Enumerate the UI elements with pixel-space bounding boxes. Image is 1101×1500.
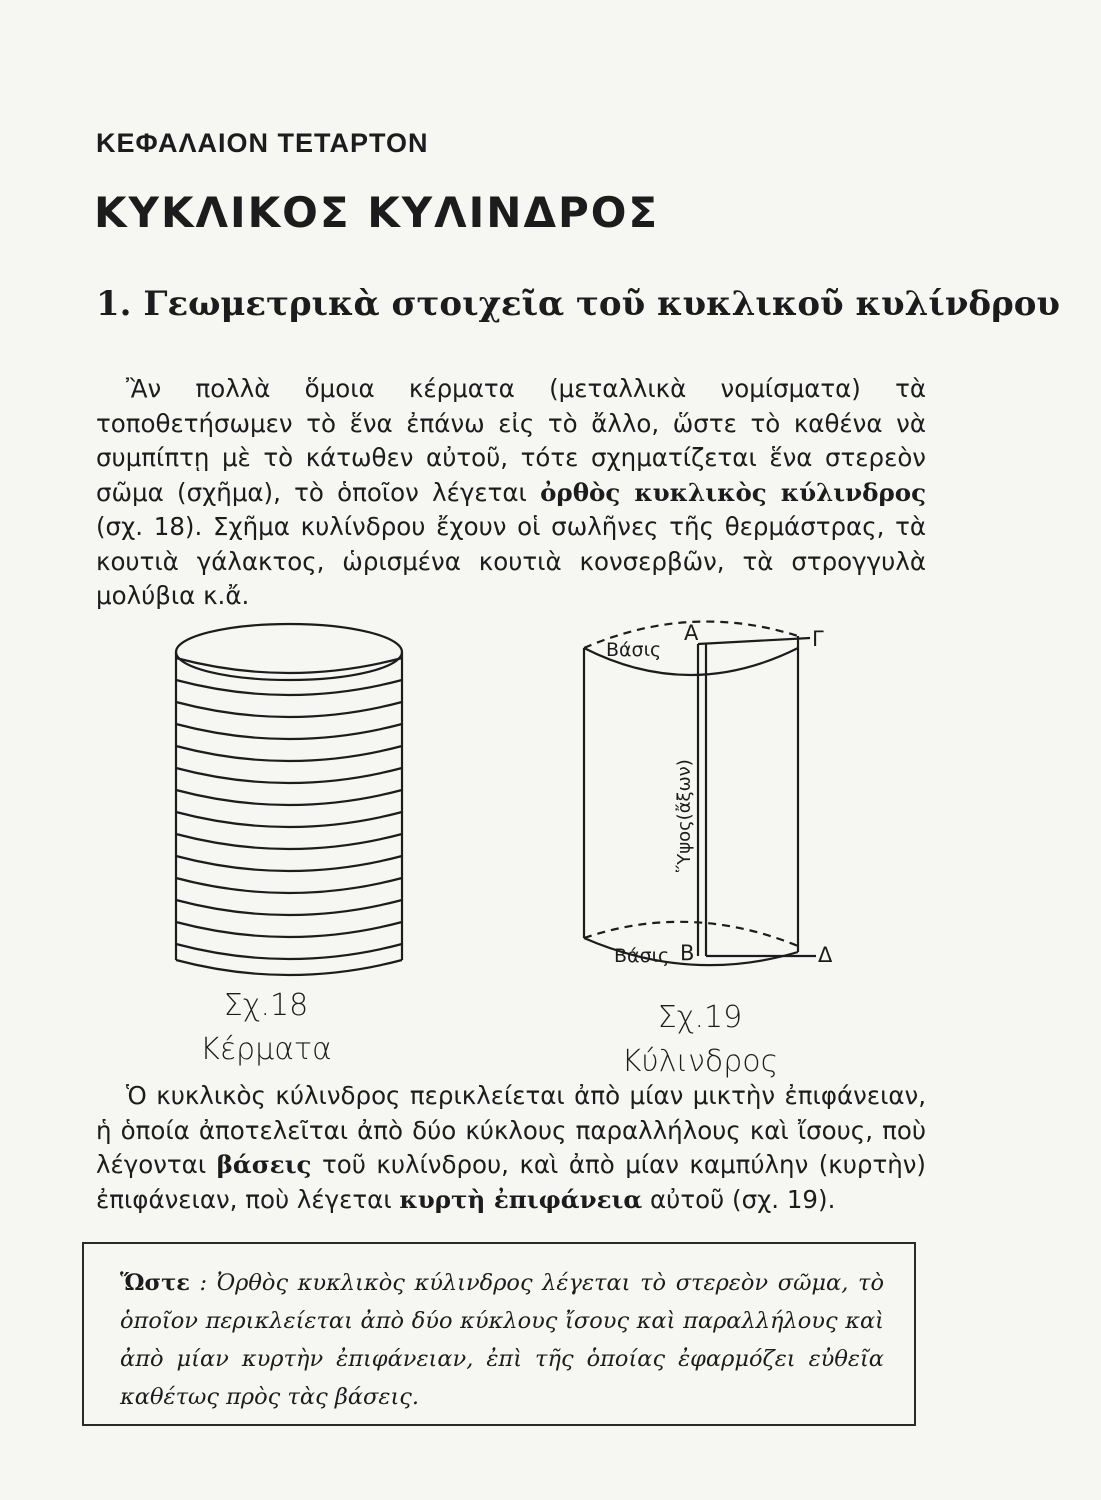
definition-lead: Ὥστε (120, 1270, 190, 1296)
coin-edge (176, 724, 402, 739)
paragraph-coins (96, 372, 926, 614)
coin-edge (176, 746, 402, 761)
coin-edge (176, 878, 402, 893)
coin-edge (176, 856, 402, 871)
coin-edge (176, 944, 402, 959)
paragraph-text: αὐτοῦ (σχ. 19). (642, 1184, 836, 1214)
bold-term-bases: βάσεις (216, 1150, 312, 1179)
label-height-axis: Ὕψος(ἄξων) (674, 759, 695, 872)
coin-edge (176, 702, 402, 717)
figure-19-number: Σχ.19 (657, 1000, 743, 1035)
paragraph-text: τοῦ κυλίνδρου, καὶ ἀπὸ μίαν καμπύλην (κυρτὴν) ἐπιφάνειαν, ποὺ λέγεται (96, 1150, 926, 1214)
label-point-b: Β (680, 941, 695, 965)
chapter-title: ΚΥΚΛΙΚΟΣ ΚΥΛΙΝΔΡΟΣ (94, 188, 660, 237)
definition-text: : Ὀρθὸς κυκλικὸς κύλινδρος λέγεται τὸ στερεὸν σῶμα, τὸ ὁποῖον περικλείεται ἀπὸ δύο κύκλους ἴσους καὶ παραλλήλους καὶ ἀπὸ μίαν κυρτὴν ἐπιφάνειαν, ἐπὶ τῆς ὁποίας ἐφαρμόζει εὐθεῖα καθέτως πρὸς τὰς βάσεις. (120, 1270, 884, 1410)
coin-edge (176, 834, 402, 849)
coin-bottom-edge (176, 960, 402, 975)
label-point-a: Α (684, 621, 699, 645)
bold-term-curved-surface: κυρτὴ ἐπιφάνεια (399, 1184, 643, 1214)
bold-term-cylinder: ὀρθὸς κυκλικὸς κύλινδρος (540, 477, 926, 507)
coin-edge (176, 922, 402, 937)
paragraph-text: Ὁ κυκλικὸς κύλινδρος περικλείεται ἀπὸ μίαν μικτὴν ἐπιφάνειαν, ἡ ὁποία ἀποτελεῖται ἀπὸ δύο κύκλους παραλλήλους καὶ ἴσους, ποὺ λέγονται (96, 1081, 926, 1179)
figure-18-coins-stack (170, 612, 410, 992)
coin-top-face (176, 624, 402, 680)
coin-edge (176, 790, 402, 805)
coin-edge (176, 680, 402, 695)
figure-18-caption (176, 984, 356, 1072)
figure-19-caption (600, 996, 800, 1084)
figure-18-number: Σχ.18 (223, 988, 309, 1023)
section-heading: 1. Γεωμετρικὰ στοιχεῖα τοῦ κυκλικοῦ κυλίνδρου (96, 284, 1060, 324)
figure-19-label: Κύλινδρος (621, 1044, 779, 1079)
chapter-heading: ΚΕΦΑΛΑΙΟΝ ΤΕΤΑΡΤΟΝ (96, 128, 429, 158)
label-base-bottom: Βάσις (614, 945, 670, 967)
paragraph-text: (σχ. 18). Σχῆμα κυλίνδρου ἔχουν οἱ σωλῆνες τῆς θερμάστρας, τὰ κουτιὰ γάλακτος, ὡρισμένα κουτιὰ κονσερβῶν, τὰ στρογγυλὰ μολύβια κ.ἄ. (96, 512, 926, 610)
label-point-g: Γ (812, 627, 824, 651)
coin-edge (176, 900, 402, 915)
definition-box (82, 1242, 916, 1426)
figure-19-cylinder (570, 612, 850, 972)
label-base-top: Βάσις (606, 639, 662, 661)
figure-18-label: Κέρματα (200, 1032, 332, 1067)
coin-edge (176, 658, 402, 673)
paragraph-text: Ἂν πολλὰ ὅμοια κέρματα (μεταλλικὰ νομίσματα) τὰ τοποθετήσωμεν τὸ ἕνα ἐπάνω εἰς τὸ ἄλλο, ὥστε τὸ καθένα νὰ συμπίπτῃ μὲ τὸ κάτωθεν αὐτοῦ, τότε σχηματίζεται ἕνα στερεὸν σῶμα (σχῆμα), τὸ ὁποῖον λέγεται (96, 374, 926, 507)
paragraph-surface (96, 1079, 926, 1217)
coin-edge (176, 812, 402, 827)
coin-edge (176, 768, 402, 783)
label-point-d: Δ (818, 943, 833, 967)
segment-a-g (698, 638, 810, 644)
